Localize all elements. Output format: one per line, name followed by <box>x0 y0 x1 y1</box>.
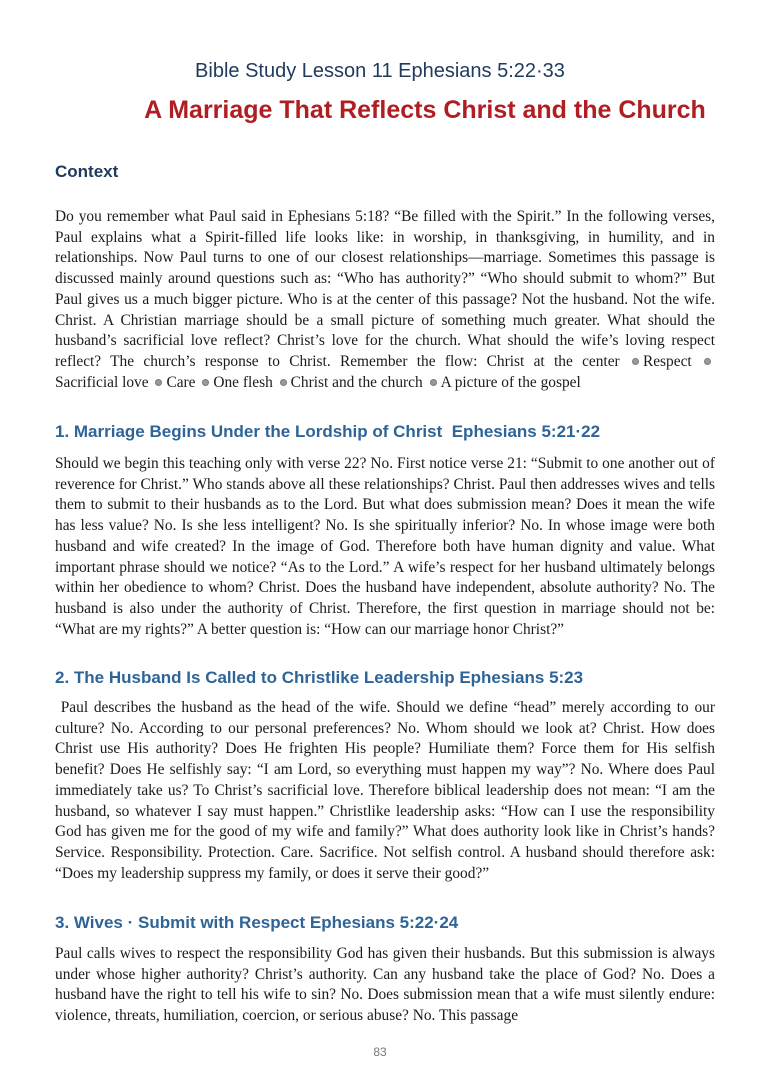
flow-item: Christ at the center <box>486 352 620 370</box>
bullet-icon <box>155 379 162 386</box>
flow-item: One flesh <box>213 373 273 391</box>
section-3-paragraph <box>55 944 715 1027</box>
section-1-heading: 1. Marriage Begins Under the Lordship of Christ Ephesians 5:21·22 <box>55 422 601 441</box>
section-1-paragraph <box>55 454 715 640</box>
lesson-title: A Marriage That Reflects Christ and the Church <box>144 96 706 124</box>
page-number: 83 <box>373 1045 387 1059</box>
bullet-icon <box>704 358 711 365</box>
flow-item: Respect <box>642 352 692 370</box>
flow-item: A picture of the gospel <box>440 373 581 391</box>
context-heading: Context <box>55 162 119 181</box>
section-2-body: Paul describes the husband as the head of the wife. Should we define “head” merely according to our culture? No. According to our personal preferences? No. Whom should we look at? Christ. How does Christ use His authority? Does He frighten His people? Humiliate them? Force them for His selfish benefit? Does He selfishly say: “I am Lord, so everything must happen my way”? No. Where does Paul immediately take us? To Christ’s sacrificial love. Therefore biblical leadership does not mean: “I am the husband, so whatever I say must happen.” Christlike leadership asks: “How can I use the responsibility God has given me for the good of my wife and family?” What does authority look like in Christ’s hands? Service. Responsibility. Protection. Care. Sacrifice. Not selfish control. A husband should therefore ask: “Does my leadership suppress my family, or does it serve their good?” <box>55 699 715 882</box>
flow-item: Christ and the church <box>290 373 423 391</box>
context-paragraph <box>55 207 715 393</box>
flow-item: Sacrificial love <box>55 373 149 391</box>
context-body: Do you remember what Paul said in Ephesians 5:18? “Be filled with the Spirit.” In the following verses, Paul explains what a Spirit-filled life looks like: in worship, in thanksgiving, in humility, and in relationships. Now Paul turns to one of our closest relationships—marriage. Sometimes this passage is discussed mainly around questions such as: “Who has authority?” “Who should submit to whom?” But Paul gives us a much bigger picture. Who is at the center of this passage? Not the husband. Not the wife. Christ. A Christian marriage should be a small picture of something much greater. What should the husband’s sacrificial love reflect? Christ’s love for the church. What should the wife’s loving respect reflect? The church’s response to Christ. Remember the flow: <box>55 208 715 370</box>
bullet-icon <box>202 379 209 386</box>
flow-item: Care <box>166 373 196 391</box>
section-1-body: Should we begin this teaching only with verse 22? No. First notice verse 21: “Submit to one another out of reverence for Christ.” Who stands above all these relationships? Christ. Paul then addresses wives and tells them to submit to their husbands as to the Lord. But what does submission mean? Does it mean the wife has less value? No. Is she less intelligent? No. Is she spiritually inferior? No. In whose image were both husband and wife created? In the image of God. Therefore both have human dignity and value. What important phrase should we notice? “As to the Lord.” A wife’s respect for her husband ultimately belongs within her obedience to whom? Christ. Does the husband have independent, absolute authority? No. The husband is also under the authority of Christ. Therefore, the first question in marriage should not be: “What are my rights?” A better question is: “How can our marriage honor Christ?” <box>55 455 715 638</box>
section-3-body: Paul calls wives to respect the responsibility God has given their husbands. But this submission is always under whose higher authority? Christ’s authority. Can any husband take the place of God? No. Does a husband have the right to tell his wife to sin? No. Does submission mean that a wife must silently endure: violence, threats, humiliation, coercion, or serious abuse? No. This passage <box>55 945 715 1025</box>
section-2-paragraph <box>55 698 715 884</box>
bullet-icon <box>280 379 287 386</box>
bullet-icon <box>430 379 437 386</box>
section-2-heading: 2. The Husband Is Called to Christlike Leadership Ephesians 5:23 <box>55 668 584 687</box>
bullet-icon <box>632 358 639 365</box>
lesson-subtitle: Bible Study Lesson 11 Ephesians 5:22·33 <box>195 60 565 82</box>
section-3-heading: 3. Wives · Submit with Respect Ephesians 5:22·24 <box>55 913 459 932</box>
